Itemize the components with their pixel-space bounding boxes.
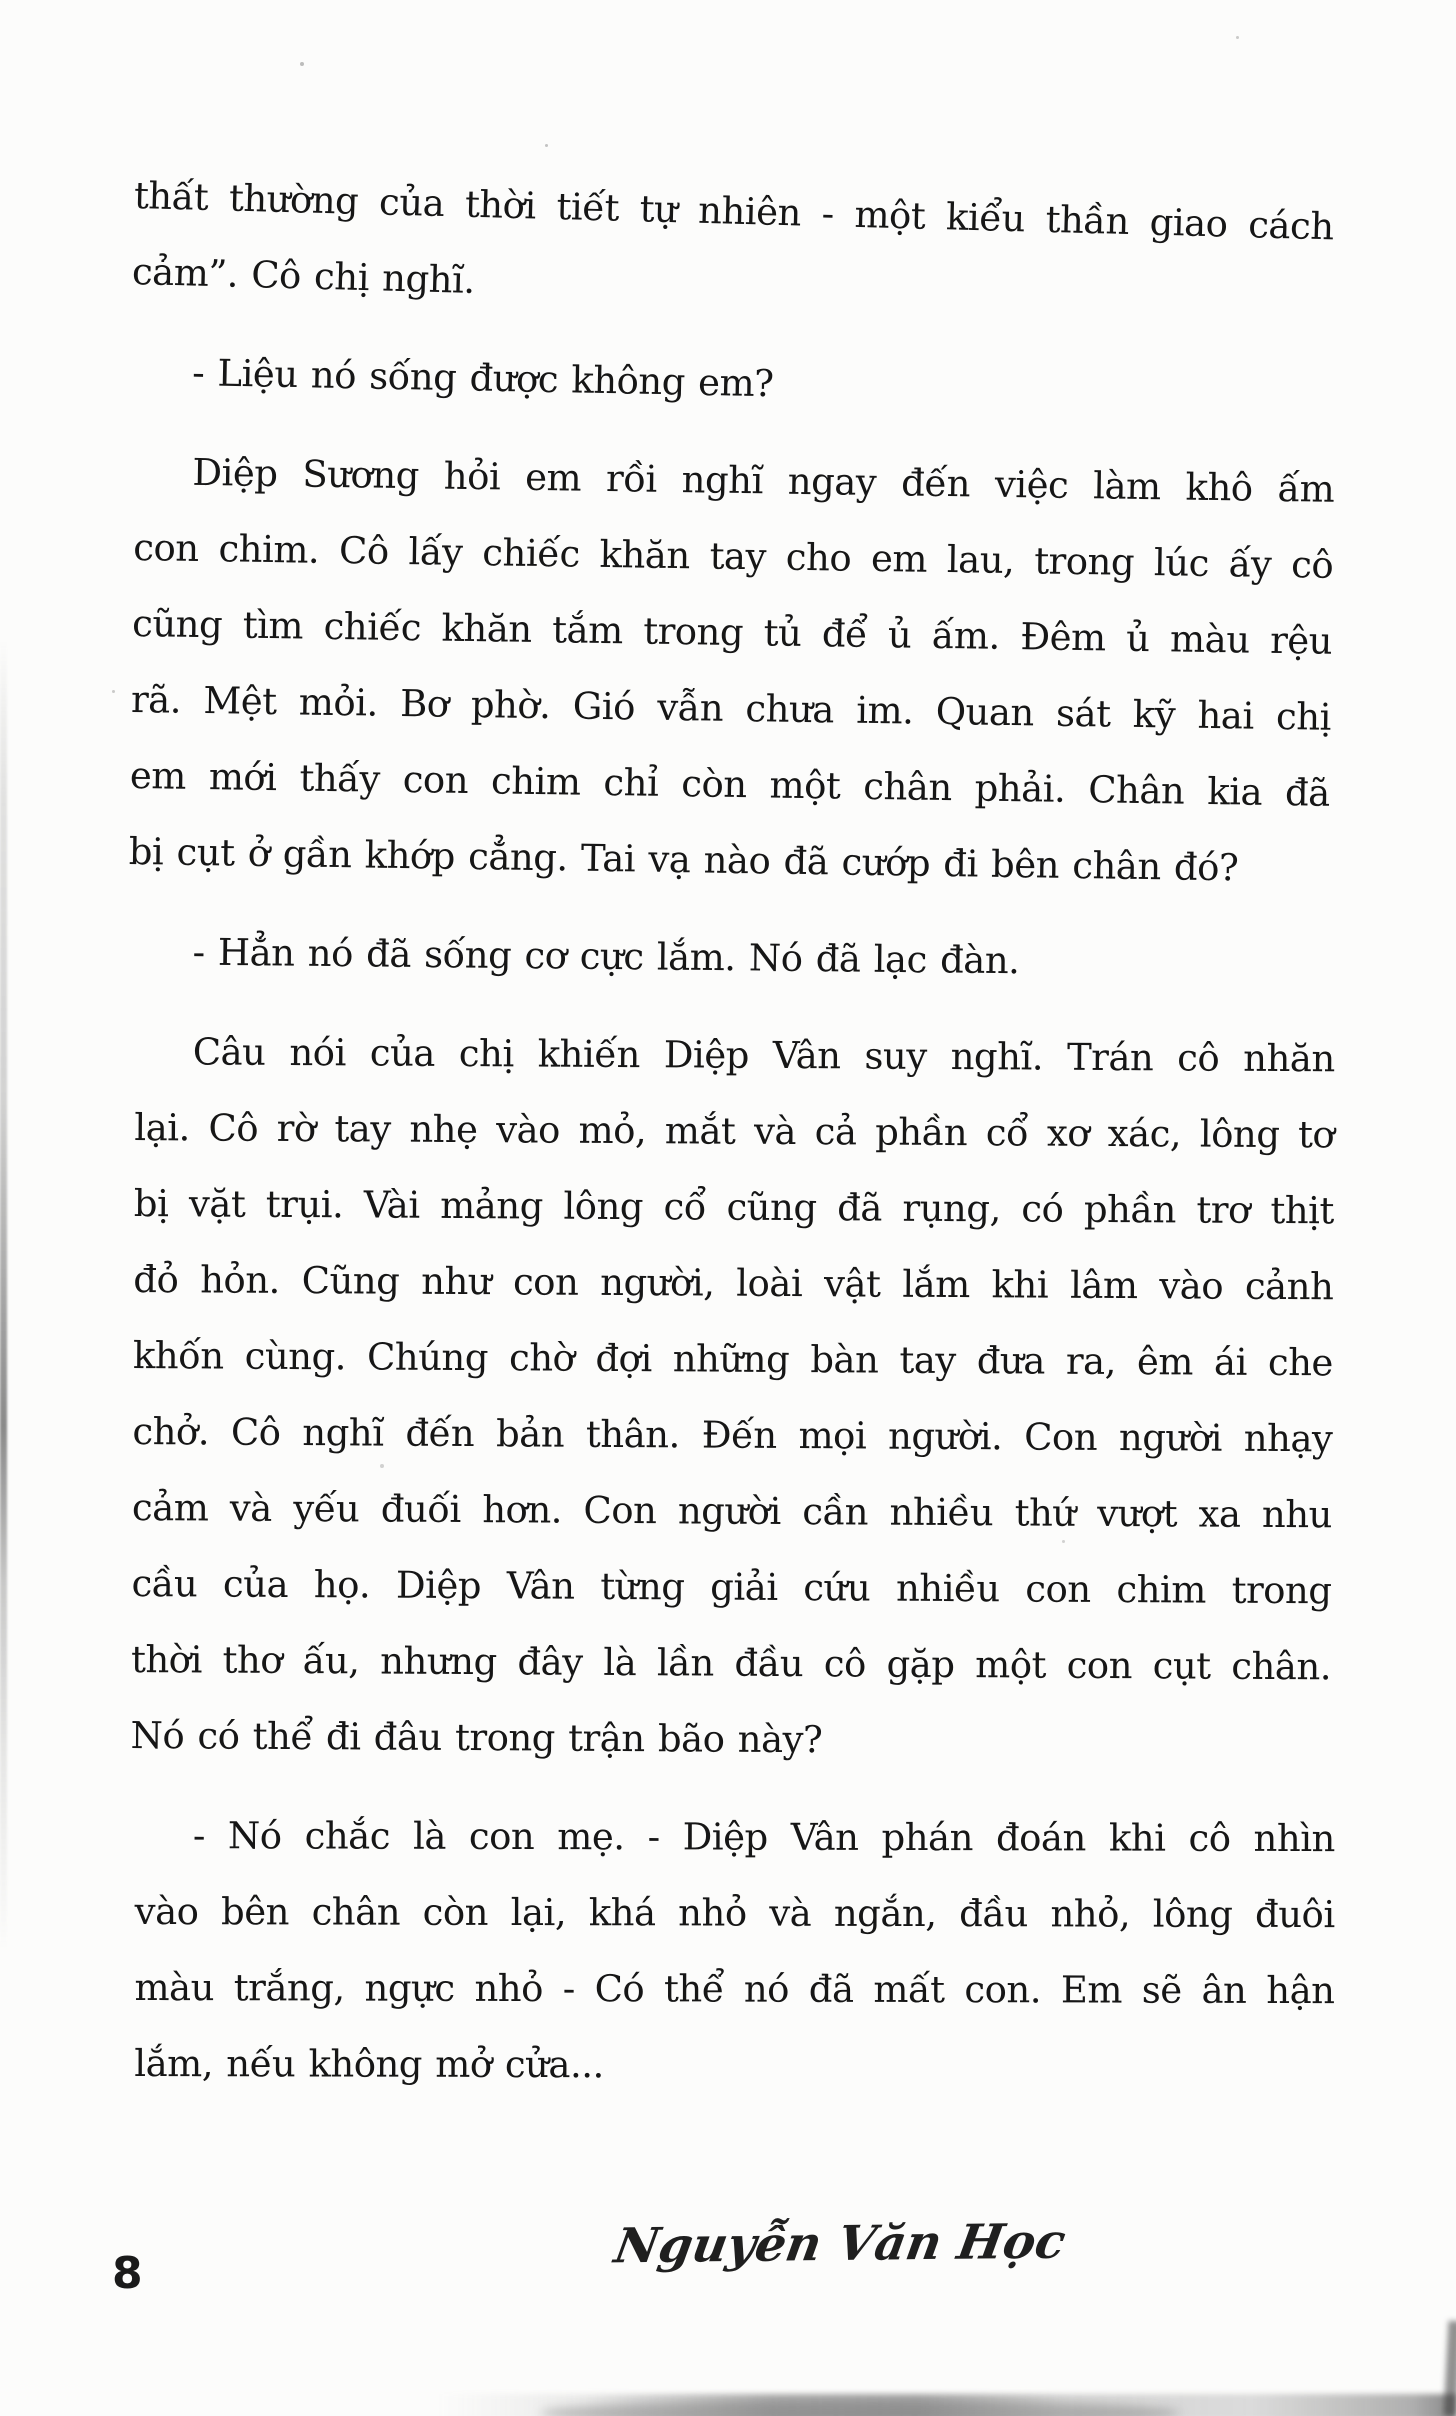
text-line: bị vặt trụi. Vài mảng lông cổ cũng đã rụng, có phần trơ thịt [133, 1181, 1334, 1233]
text-line: lại. Cô rờ tay nhẹ vào mỏ, mắt và cả phần cổ xơ xác, lông tơ [134, 1105, 1335, 1157]
text-line: chở. Cô nghĩ đến bản thân. Đến mọi người. Con người nhạy [132, 1409, 1333, 1461]
page-number: 8 [112, 2248, 143, 2299]
scan-speck [545, 144, 548, 147]
text-line: - Nó chắc là con mẹ. - Diệp Vân phán đoán khi cô nhìn [192, 1814, 1335, 1861]
paragraph-dialogue [134, 914, 1335, 1003]
scan-speck [1236, 36, 1239, 39]
paragraph-dialogue [134, 334, 1335, 433]
text-line: Câu nói của chị khiến Diệp Vân suy nghĩ. Trán cô nhăn [192, 1030, 1335, 1081]
text-line: em mới thấy con chim chỉ còn một chân phải. Chân kia đã [129, 753, 1331, 815]
text-line: đỏ hỏn. Cũng như con người, loài vật lắm khi lâm vào cảnh [133, 1257, 1334, 1309]
scan-corner-shadow [1444, 2321, 1456, 2416]
text-line: bị cụt ở gần khớp cẳng. Tai vạ nào đã cướp đi bên chân đó? [128, 829, 1239, 890]
text-line: vào bên chân còn lại, khá nhỏ và ngắn, đầu nhỏ, lông đuôi [134, 1889, 1335, 1937]
text-line: cầu của họ. Diệp Vân từng giải cứu nhiều con chim trong [131, 1561, 1332, 1613]
paragraph [128, 434, 1335, 908]
text-line: cảm và yếu đuối hơn. Con người cần nhiều thứ vượt xa nhu [131, 1485, 1333, 1537]
scan-speck [380, 1464, 384, 1468]
text-line: Nó có thể đi đâu trong trận bão này? [130, 1713, 823, 1762]
text-line: màu trắng, ngực nhỏ - Có thể nó đã mất con. Em sẽ ân hận [134, 1965, 1335, 2013]
text-line: thời thơ ấu, nhưng đây là lần đầu cô gặp một con cụt chân. [130, 1637, 1332, 1689]
text-line: rã. Mệt mỏi. Bơ phờ. Gió vẫn chưa im. Quan sát kỹ hai chị [130, 677, 1332, 739]
paragraph [130, 1014, 1335, 1781]
scan-speck [300, 62, 304, 66]
author-signature: Nguyễn Văn Học [610, 2213, 1070, 2275]
text-line: Diệp Sương hỏi em rồi nghĩ ngay đến việc làm khô ấm [192, 450, 1335, 511]
text-line: - Hẳn nó đã sống cơ cực lắm. Nó đã lạc đàn. [192, 930, 1020, 983]
text-block [128, 158, 1335, 2126]
text-line: - Liệu nó sống được không em? [191, 351, 774, 406]
text-line: khốn cùng. Chúng chờ đợi những bàn tay đưa ra, êm ái che [132, 1333, 1334, 1385]
paragraph [131, 158, 1335, 341]
text-line: lắm, nếu không mở cửa... [134, 2041, 604, 2087]
scan-speck [112, 690, 115, 693]
scan-speck [1062, 1540, 1065, 1543]
paragraph-dialogue [134, 1798, 1335, 2105]
text-line: thất thường của thời tiết tự nhiên - một kiểu thần giao cách [133, 173, 1335, 249]
text-line: cũng tìm chiếc khăn tắm trong tủ để ủ ấm. Đêm ủ màu rệu [131, 601, 1333, 663]
scan-gutter-shadow [0, 640, 7, 1950]
text-line: con chim. Cô lấy chiếc khăn tay cho em lau, trong lúc ấy cô [132, 525, 1334, 587]
text-line: cảm”. Cô chị nghĩ. [131, 249, 476, 302]
